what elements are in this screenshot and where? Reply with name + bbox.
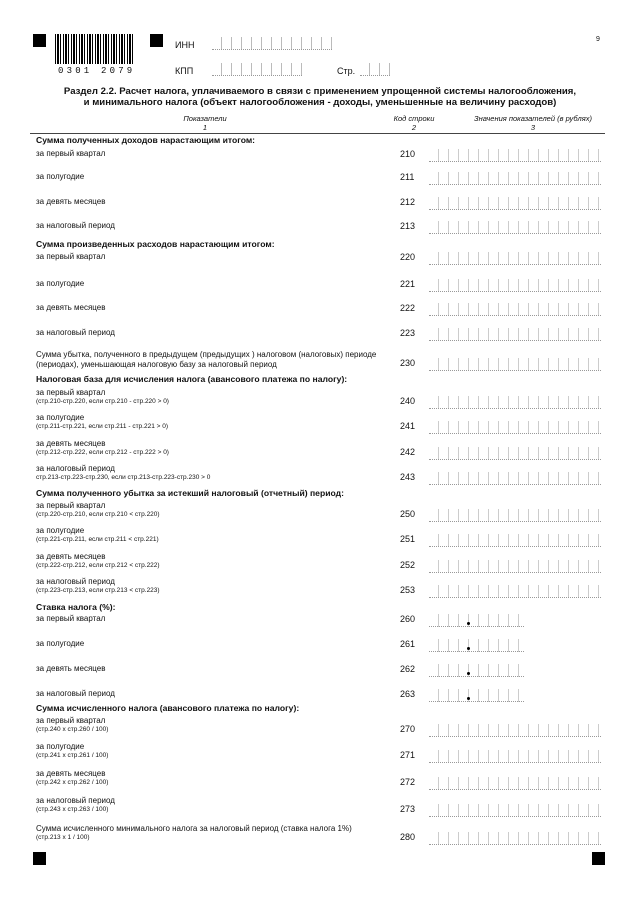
corner-marker-top-left xyxy=(33,34,46,47)
decimal-point xyxy=(467,622,470,625)
row-label: за девять месяцев (стр.222-стр.212, если стр.212 < стр.222) xyxy=(36,552,386,570)
row-code: 253 xyxy=(400,585,416,595)
section-title xyxy=(40,86,600,108)
row-code: 220 xyxy=(400,252,416,262)
value-field[interactable] xyxy=(429,221,601,234)
page-field[interactable] xyxy=(360,63,390,76)
kpp-field[interactable] xyxy=(212,63,302,76)
row-code: 222 xyxy=(400,303,416,313)
group-heading-tax-rate: Ставка налога (%): xyxy=(36,602,116,612)
barcode-number: 0301 2079 xyxy=(58,66,136,76)
corner-marker-top-mid xyxy=(150,34,163,47)
rate-field[interactable] xyxy=(429,639,524,652)
corner-marker-bottom-left xyxy=(33,852,46,865)
value-field[interactable] xyxy=(429,303,601,316)
row-code: 223 xyxy=(400,328,416,338)
row-label: за девять месяцев (стр.212-стр.222, если стр.212 - стр.222 > 0) xyxy=(36,439,386,457)
rate-field[interactable] xyxy=(429,664,524,677)
inn-field[interactable] xyxy=(212,37,332,50)
row-code: 262 xyxy=(400,664,416,674)
value-field[interactable] xyxy=(429,585,601,598)
row-formula: (стр.211-стр.221, если стр.211 - стр.221 > 0) xyxy=(36,422,169,430)
value-field[interactable] xyxy=(429,509,601,522)
row-code: 261 xyxy=(400,639,416,649)
section-title-line2: и минимального налога (объект налогообложения - доходы, уменьшенные на величину расходов) xyxy=(83,97,557,108)
row-label: за первый квартал xyxy=(36,614,106,623)
row-label: за полугодие (стр.221-стр.211, если стр.211 < стр.221) xyxy=(36,526,386,544)
row-label: за налоговый период (стр.243 х стр.263 / 100) xyxy=(36,796,386,814)
row-code: 240 xyxy=(400,396,416,406)
column-header-code: Код строки 2 xyxy=(393,114,435,132)
row-formula: стр.213-стр.223-стр.230, если стр.213-стр.223-стр.230 > 0 xyxy=(36,473,211,481)
row-code: 271 xyxy=(400,750,416,760)
row-label: за налоговый период xyxy=(36,221,115,230)
row-label: за первый квартал (стр.210-стр.220, если стр.210 - стр.220 > 0) xyxy=(36,388,386,406)
barcode xyxy=(55,34,135,64)
group-heading-calculated-tax: Сумма исчисленного налога (авансового платежа по налогу): xyxy=(36,703,300,713)
row-label: за девять месяцев xyxy=(36,303,106,312)
column-header-indicators: Показатели 1 xyxy=(183,114,227,132)
value-field[interactable] xyxy=(429,279,601,292)
group-heading-income: Сумма полученных доходов нарастающим итогом: xyxy=(36,135,256,145)
value-field[interactable] xyxy=(429,534,601,547)
decimal-point xyxy=(467,647,470,650)
column-header-values: Значения показателей (в рублях) 3 xyxy=(474,114,592,132)
row-code: 251 xyxy=(400,534,416,544)
value-field[interactable] xyxy=(429,328,601,341)
row-code: 221 xyxy=(400,279,416,289)
row-code: 212 xyxy=(400,197,416,207)
value-field[interactable] xyxy=(429,396,601,409)
row-label: за первый квартал xyxy=(36,149,106,158)
value-field[interactable] xyxy=(429,358,601,371)
value-field[interactable] xyxy=(429,832,601,845)
row-label: за налоговый период xyxy=(36,689,115,698)
row-label: за девять месяцев (стр.242 х стр.262 / 100) xyxy=(36,769,386,787)
group-heading-loss: Сумма полученного убытка за истекший налоговый (отчетный) период: xyxy=(36,488,344,498)
group-heading-tax-base: Налоговая база для исчисления налога (авансового платежа по налогу): xyxy=(36,374,348,384)
row-formula: (стр.213 х 1 / 100) xyxy=(36,833,90,841)
kpp-label: КПП xyxy=(175,66,194,76)
row-code: 250 xyxy=(400,509,416,519)
row-code: 213 xyxy=(400,221,416,231)
page-label: Стр. xyxy=(337,66,356,76)
row-code: 263 xyxy=(400,689,416,699)
row-label: Сумма убытка, полученного в предыдущем (предыдущих ) налоговом (налоговых) периоде (периодах), уменьшающая налоговую базу за налоговый период xyxy=(36,350,377,369)
row-label: за первый квартал (стр.240 х стр.260 / 100) xyxy=(36,716,386,734)
value-field[interactable] xyxy=(429,777,601,790)
inn-label: ИНН xyxy=(175,40,195,50)
row-formula: (стр.210-стр.220, если стр.210 - стр.220 > 0) xyxy=(36,397,169,405)
value-field[interactable] xyxy=(429,472,601,485)
value-field[interactable] xyxy=(429,149,601,162)
row-code: 270 xyxy=(400,724,416,734)
row-label: за полугодие xyxy=(36,639,85,648)
value-field[interactable] xyxy=(429,804,601,817)
value-field[interactable] xyxy=(429,447,601,460)
row-label: за полугодие xyxy=(36,172,85,181)
page-number: 9 xyxy=(596,36,600,43)
row-code: 252 xyxy=(400,560,416,570)
row-label: за первый квартал (стр.220-стр.210, если стр.210 < стр.220) xyxy=(36,501,386,519)
row-code: 241 xyxy=(400,421,416,431)
row-code: 210 xyxy=(400,149,416,159)
row-code: 272 xyxy=(400,777,416,787)
row-label: за налоговый период стр.213-стр.223-стр.230, если стр.213-стр.223-стр.230 > 0 xyxy=(36,464,386,482)
header-rule xyxy=(30,133,605,134)
decimal-point xyxy=(467,697,470,700)
group-heading-expenses: Сумма произведенных расходов нарастающим итогом: xyxy=(36,239,275,249)
row-label: за налоговый период xyxy=(36,328,115,337)
value-field[interactable] xyxy=(429,172,601,185)
row-code: 243 xyxy=(400,472,416,482)
row-formula: (стр.240 х стр.260 / 100) xyxy=(36,725,109,733)
value-field[interactable] xyxy=(429,197,601,210)
row-formula: (стр.212-стр.222, если стр.212 - стр.222 > 0) xyxy=(36,448,169,456)
row-formula: (стр.220-стр.210, если стр.210 < стр.220) xyxy=(36,510,160,518)
row-code: 242 xyxy=(400,447,416,457)
rate-field[interactable] xyxy=(429,689,524,702)
row-label: за полугодие (стр.211-стр.221, если стр.211 - стр.221 > 0) xyxy=(36,413,386,431)
value-field[interactable] xyxy=(429,750,601,763)
row-formula: (стр.221-стр.211, если стр.211 < стр.221) xyxy=(36,535,159,543)
row-formula: (стр.242 х стр.262 / 100) xyxy=(36,778,109,786)
row-label: Сумма исчисленного минимального налога за налоговый период (ставка налога 1%) (стр.213 х 1 / 100) xyxy=(36,824,386,842)
row-code: 230 xyxy=(400,358,416,368)
row-label: за первый квартал xyxy=(36,252,106,261)
row-code: 273 xyxy=(400,804,416,814)
decimal-point xyxy=(467,672,470,675)
value-field[interactable] xyxy=(429,421,601,434)
row-code: 260 xyxy=(400,614,416,624)
row-label: за девять месяцев xyxy=(36,664,106,673)
row-formula: (стр.223-стр.213, если стр.213 < стр.223) xyxy=(36,586,160,594)
value-field[interactable] xyxy=(429,724,601,737)
rate-field[interactable] xyxy=(429,614,524,627)
value-field[interactable] xyxy=(429,252,601,265)
value-field[interactable] xyxy=(429,560,601,573)
row-formula: (стр.222-стр.212, если стр.212 < стр.222) xyxy=(36,561,160,569)
section-title-line1: Раздел 2.2. Расчет налога, уплачиваемого в связи с применением упрощенной системы налогообложения, xyxy=(63,86,577,97)
corner-marker-bottom-right xyxy=(592,852,605,865)
row-formula: (стр.243 х стр.263 / 100) xyxy=(36,805,109,813)
row-label: за полугодие xyxy=(36,279,85,288)
row-label: за девять месяцев xyxy=(36,197,106,206)
row-code: 211 xyxy=(400,172,415,182)
row-label: за налоговый период (стр.223-стр.213, если стр.213 < стр.223) xyxy=(36,577,386,595)
row-formula: (стр.241 х стр.261 / 100) xyxy=(36,751,109,759)
row-code: 280 xyxy=(400,832,416,842)
row-label: за полугодие (стр.241 х стр.261 / 100) xyxy=(36,742,386,760)
